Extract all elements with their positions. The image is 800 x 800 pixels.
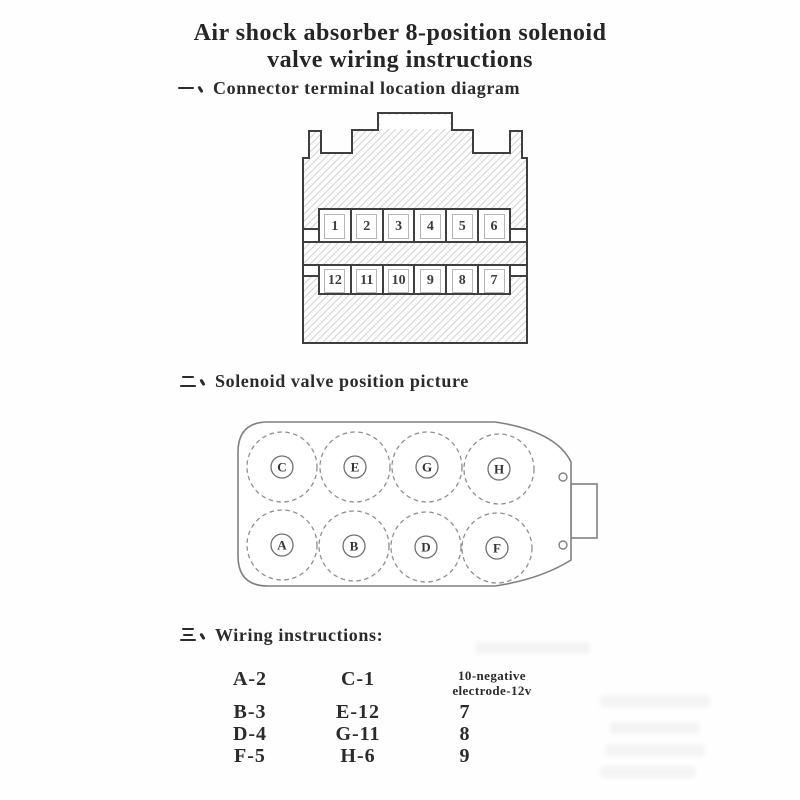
terminal-row-top bbox=[318, 208, 511, 243]
wiring-pair: E-12 bbox=[336, 701, 380, 723]
terminal-cell bbox=[445, 210, 477, 241]
wiring-pair: G-11 bbox=[335, 723, 381, 745]
wiring-pair: H-6 bbox=[340, 745, 376, 767]
terminal-cell bbox=[320, 210, 350, 241]
page-title-line2: valve wiring instructions bbox=[267, 47, 533, 73]
wiring-pair: B-3 bbox=[233, 701, 267, 723]
wiring-terminal: 9 bbox=[459, 745, 471, 767]
section1-label: Connector terminal location diagram bbox=[213, 78, 521, 98]
terminal-number: 6 bbox=[484, 214, 505, 239]
terminal-cell bbox=[477, 210, 509, 241]
section2-label: Solenoid valve position picture bbox=[215, 371, 469, 391]
valve-connector-tab bbox=[571, 484, 597, 538]
terminal-number: 1 bbox=[324, 214, 345, 239]
scan-bleed-artifact bbox=[600, 766, 695, 778]
valve-position-letter: C bbox=[277, 459, 287, 475]
section2-heading bbox=[180, 371, 469, 392]
valve-body bbox=[238, 422, 571, 586]
cjk-numeral-three bbox=[180, 628, 196, 641]
wiring-pair: C-1 bbox=[340, 668, 376, 690]
terminal-number: 2 bbox=[356, 214, 377, 239]
terminal-cell bbox=[382, 266, 414, 293]
terminal-number: 4 bbox=[420, 214, 441, 239]
wiring-pair: F-5 bbox=[234, 745, 266, 767]
cjk-comma bbox=[199, 377, 206, 387]
terminal-number: 8 bbox=[452, 269, 473, 293]
valve-position-letter: H bbox=[493, 461, 505, 477]
valve-position-letter: E bbox=[350, 459, 360, 475]
scan-bleed-artifact bbox=[610, 722, 700, 734]
wiring-terminal: 8 bbox=[459, 723, 471, 745]
terminal-cell bbox=[382, 210, 414, 241]
terminal-cell bbox=[445, 266, 477, 293]
cjk-numeral-one bbox=[178, 81, 194, 94]
terminal-number: 7 bbox=[484, 269, 505, 293]
scan-bleed-artifact bbox=[600, 695, 710, 707]
terminal-cell bbox=[413, 266, 445, 293]
terminal-number: 5 bbox=[452, 214, 473, 239]
valve-position-letter: D bbox=[421, 539, 431, 555]
connector-key-tab bbox=[380, 115, 450, 129]
section3-heading bbox=[180, 625, 383, 646]
terminal-number: 10 bbox=[388, 269, 409, 293]
terminal-cell bbox=[320, 266, 350, 293]
section3-label: Wiring instructions: bbox=[215, 625, 384, 645]
valve-position-letter: B bbox=[349, 538, 359, 554]
wiring-pair: D-4 bbox=[232, 723, 268, 745]
cjk-numeral-two bbox=[180, 374, 196, 387]
valve-position-letter: A bbox=[277, 537, 287, 553]
wiring-pair: A-2 bbox=[232, 668, 268, 690]
page-title-line1: Air shock absorber 8-position solenoid bbox=[193, 20, 607, 46]
cjk-comma bbox=[197, 84, 204, 94]
terminal-cell bbox=[350, 266, 382, 293]
wiring-terminal: 7 bbox=[459, 701, 471, 723]
negative-electrode-note-line1: 10-negative bbox=[458, 668, 526, 683]
terminal-cell bbox=[477, 266, 509, 293]
valve-position-letter: G bbox=[421, 459, 433, 475]
cjk-comma bbox=[199, 631, 206, 641]
terminal-number: 3 bbox=[388, 214, 409, 239]
negative-electrode-note-line2: electrode-12v bbox=[452, 683, 532, 698]
terminal-number: 12 bbox=[324, 269, 345, 293]
terminal-number: 11 bbox=[356, 269, 377, 293]
terminal-cell bbox=[350, 210, 382, 241]
section1-heading bbox=[178, 78, 520, 99]
solenoid-valve-drawing bbox=[225, 412, 610, 597]
terminal-cell bbox=[413, 210, 445, 241]
scan-bleed-artifact bbox=[605, 744, 705, 756]
terminal-number: 9 bbox=[420, 269, 441, 293]
valve-position-letter: F bbox=[493, 540, 501, 556]
terminal-row-bottom bbox=[318, 264, 511, 295]
scan-bleed-artifact bbox=[475, 642, 590, 654]
